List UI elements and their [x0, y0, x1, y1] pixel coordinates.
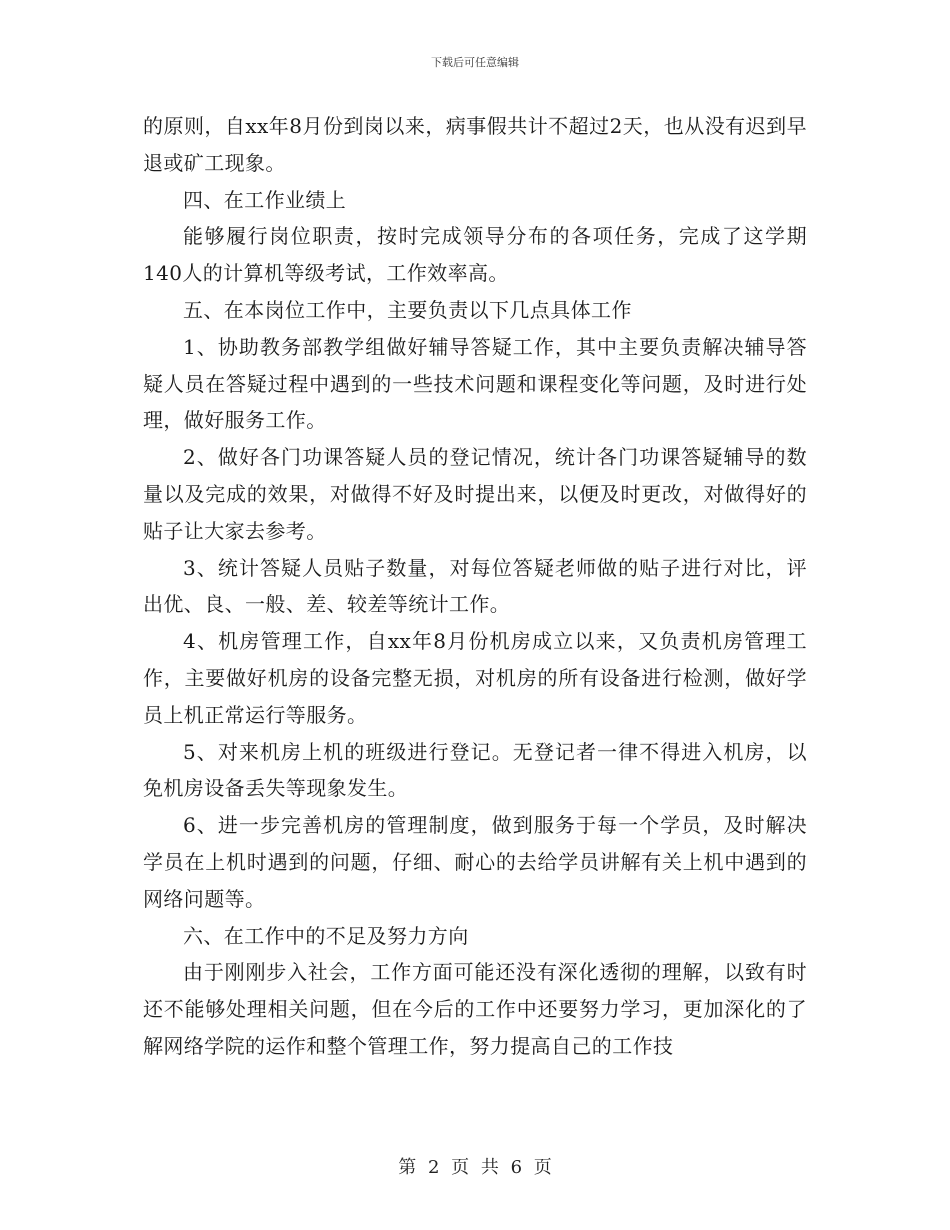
paragraph-2: 能够履行岗位职责，按时完成领导分布的各项任务，完成了这学期140人的计算机等级考试，工作效率高。	[143, 224, 807, 286]
list-item-4: 4、机房管理工作，自xx年8月份机房成立以来，又负责机房管理工作，主要做好机房的设备完整无损，对机房的所有设备进行检测，做好学员上机正常运行等服务。	[143, 629, 807, 727]
list-item-1: 1、协助教务部教学组做好辅导答疑工作，其中主要负责解决辅导答疑人员在答疑过程中遇到的一些技术问题和课程变化等问题，及时进行处理，做好服务工作。	[143, 334, 807, 433]
page-number: 第 2 页 共 6 页	[398, 1157, 552, 1178]
paragraph-3: 由于刚刚步入社会，工作方面可能还没有深化透彻的理解，以致有时还不能够处理相关问题，但在今后的工作中还要努力学习，更加深化的了解网络学院的运作和整个管理工作，努力提高自己的工作技	[143, 960, 807, 1058]
list-item-5: 5、对来机房上机的班级进行登记。无登记者一律不得进入机房，以免机房设备丢失等现象发生。	[143, 739, 807, 801]
section-heading-5: 五、在本岗位工作中，主要负责以下几点具体工作	[183, 297, 632, 322]
section-heading-4: 四、在工作业绩上	[183, 187, 347, 212]
list-item-2: 2、做好各门功课答疑人员的登记情况，统计各门功课答疑辅导的数量以及完成的效果，对做得不好及时提出来，以便及时更改，对做得好的贴子让大家去参考。	[143, 445, 807, 543]
section-heading-6: 六、在工作中的不足及努力方向	[183, 923, 469, 948]
page-header-note: 下载后可任意编辑	[431, 56, 519, 69]
list-item-6: 6、进一步完善机房的管理制度，做到服务于每一个学员，及时解决学员在上机时遇到的问题，仔细、耐心的去给学员讲解有关上机中遇到的网络问题等。	[143, 813, 807, 911]
paragraph-1: 的原则，自xx年8月份到岗以来，病事假共计不超过2天，也从没有迟到早退或矿工现象。	[143, 114, 807, 175]
document-body	[143, 108, 807, 1065]
list-item-3: 3、统计答疑人员贴子数量，对每位答疑老师做的贴子进行对比，评出优、良、一般、差、较差等统计工作。	[143, 555, 807, 617]
